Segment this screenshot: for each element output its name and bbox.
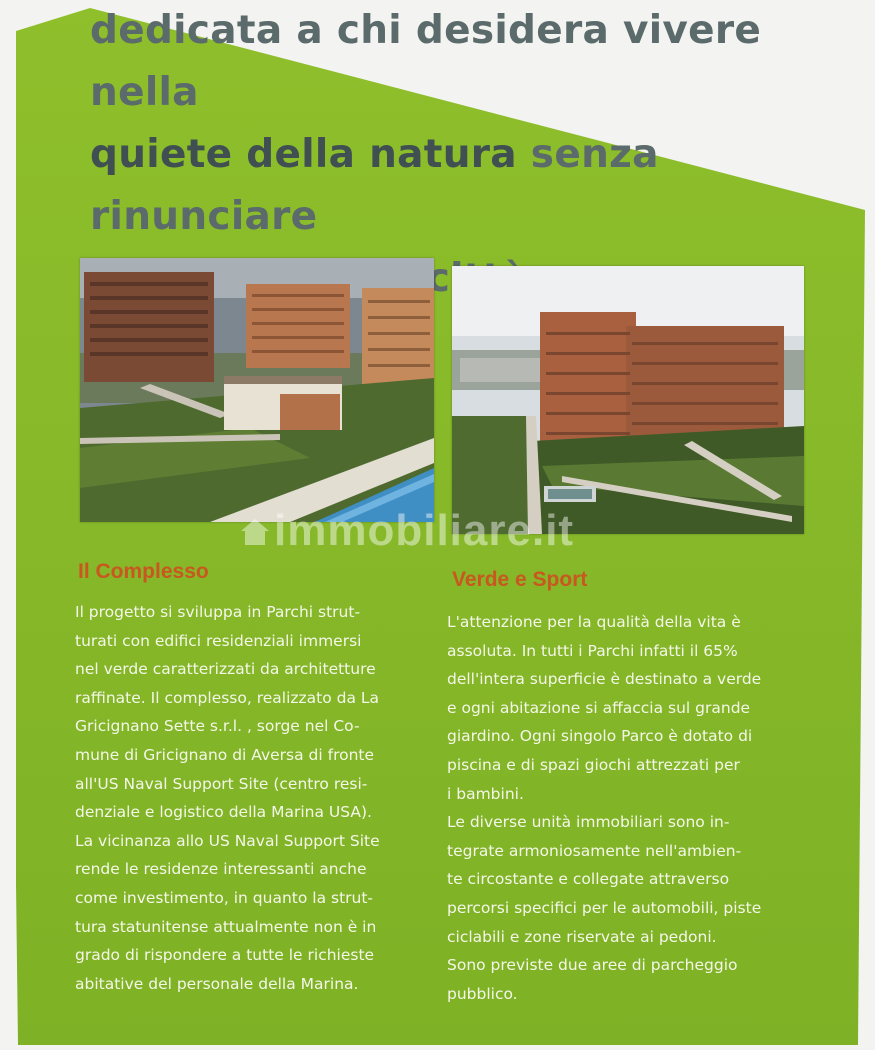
section-title-verde-sport: Verde e Sport: [452, 568, 588, 591]
text-line: i bambini.: [447, 784, 524, 803]
section-text-complesso: [75, 598, 415, 998]
text-line: ciclabili e zone riservate ai pedoni.: [447, 927, 717, 946]
headline-bold-phrase: quiete della natura: [90, 132, 517, 177]
text-line: dell'intera superficie è destinato a verde: [447, 670, 762, 689]
section-title-complesso: Il Complesso: [78, 560, 209, 583]
text-line: mune di Gricignano di Aversa di fronte: [75, 745, 375, 764]
text-line: tegrate armoniosamente nell'ambien-: [447, 841, 742, 860]
text-line: grado di rispondere a tutte le richieste: [75, 946, 375, 965]
text-line: giardino. Ogni singolo Parco è dotato di: [447, 727, 753, 746]
text-line: rende le residenze interessanti anche: [75, 860, 367, 879]
text-line: raffinate. Il complesso, realizzato da La: [75, 688, 380, 707]
text-line: piscina e di spazi giochi attrezzati per: [447, 755, 740, 774]
text-line: e ogni abitazione si affaccia sul grande: [447, 698, 751, 717]
immobiliare-watermark: [240, 506, 660, 566]
headline-line-1: dedicata a chi desidera vivere nella: [90, 8, 762, 115]
text-line: Gricignano Sette s.r.l. , sorge nel Co-: [75, 717, 360, 736]
text-line: turati con edifici residenziali immersi: [75, 631, 362, 650]
text-line: denziale e logistico della Marina USA).: [75, 803, 372, 822]
text-line: Sono previste due aree di parcheggio: [447, 956, 738, 975]
complex-pool-photo: [80, 258, 434, 522]
headline-line-2-rest: senza rinunciare: [90, 132, 659, 239]
text-line: La vicinanza allo US Naval Support Site: [75, 831, 380, 850]
house-icon: [240, 517, 270, 547]
complex-garden-photo: [452, 266, 804, 534]
text-line: assoluta. In tutti i Parchi infatti il 65%: [447, 641, 738, 660]
text-line: abitative del personale della Marina.: [75, 974, 359, 993]
section-text-verde-sport: [447, 608, 797, 1008]
text-line: nel verde caratterizzati da architetture: [75, 660, 376, 679]
text-line: come investimento, in quanto la strut-: [75, 888, 374, 907]
text-line: percorsi specifici per le automobili, piste: [447, 898, 762, 917]
text-line: Le diverse unità immobiliari sono in-: [447, 813, 730, 832]
text-line: Il progetto si sviluppa in Parchi strut-: [75, 603, 361, 621]
watermark-text: immobiliare.it: [274, 506, 575, 555]
text-line: tura statunitense attualmente non è in: [75, 917, 377, 936]
text-line: all'US Naval Support Site (centro resi-: [75, 774, 368, 793]
page-margin: [0, 0, 16, 1050]
text-line: L'attenzione per la qualità della vita è: [447, 613, 741, 631]
text-line: pubblico.: [447, 984, 518, 1003]
text-line: te circostante e collegate attraverso: [447, 870, 730, 889]
